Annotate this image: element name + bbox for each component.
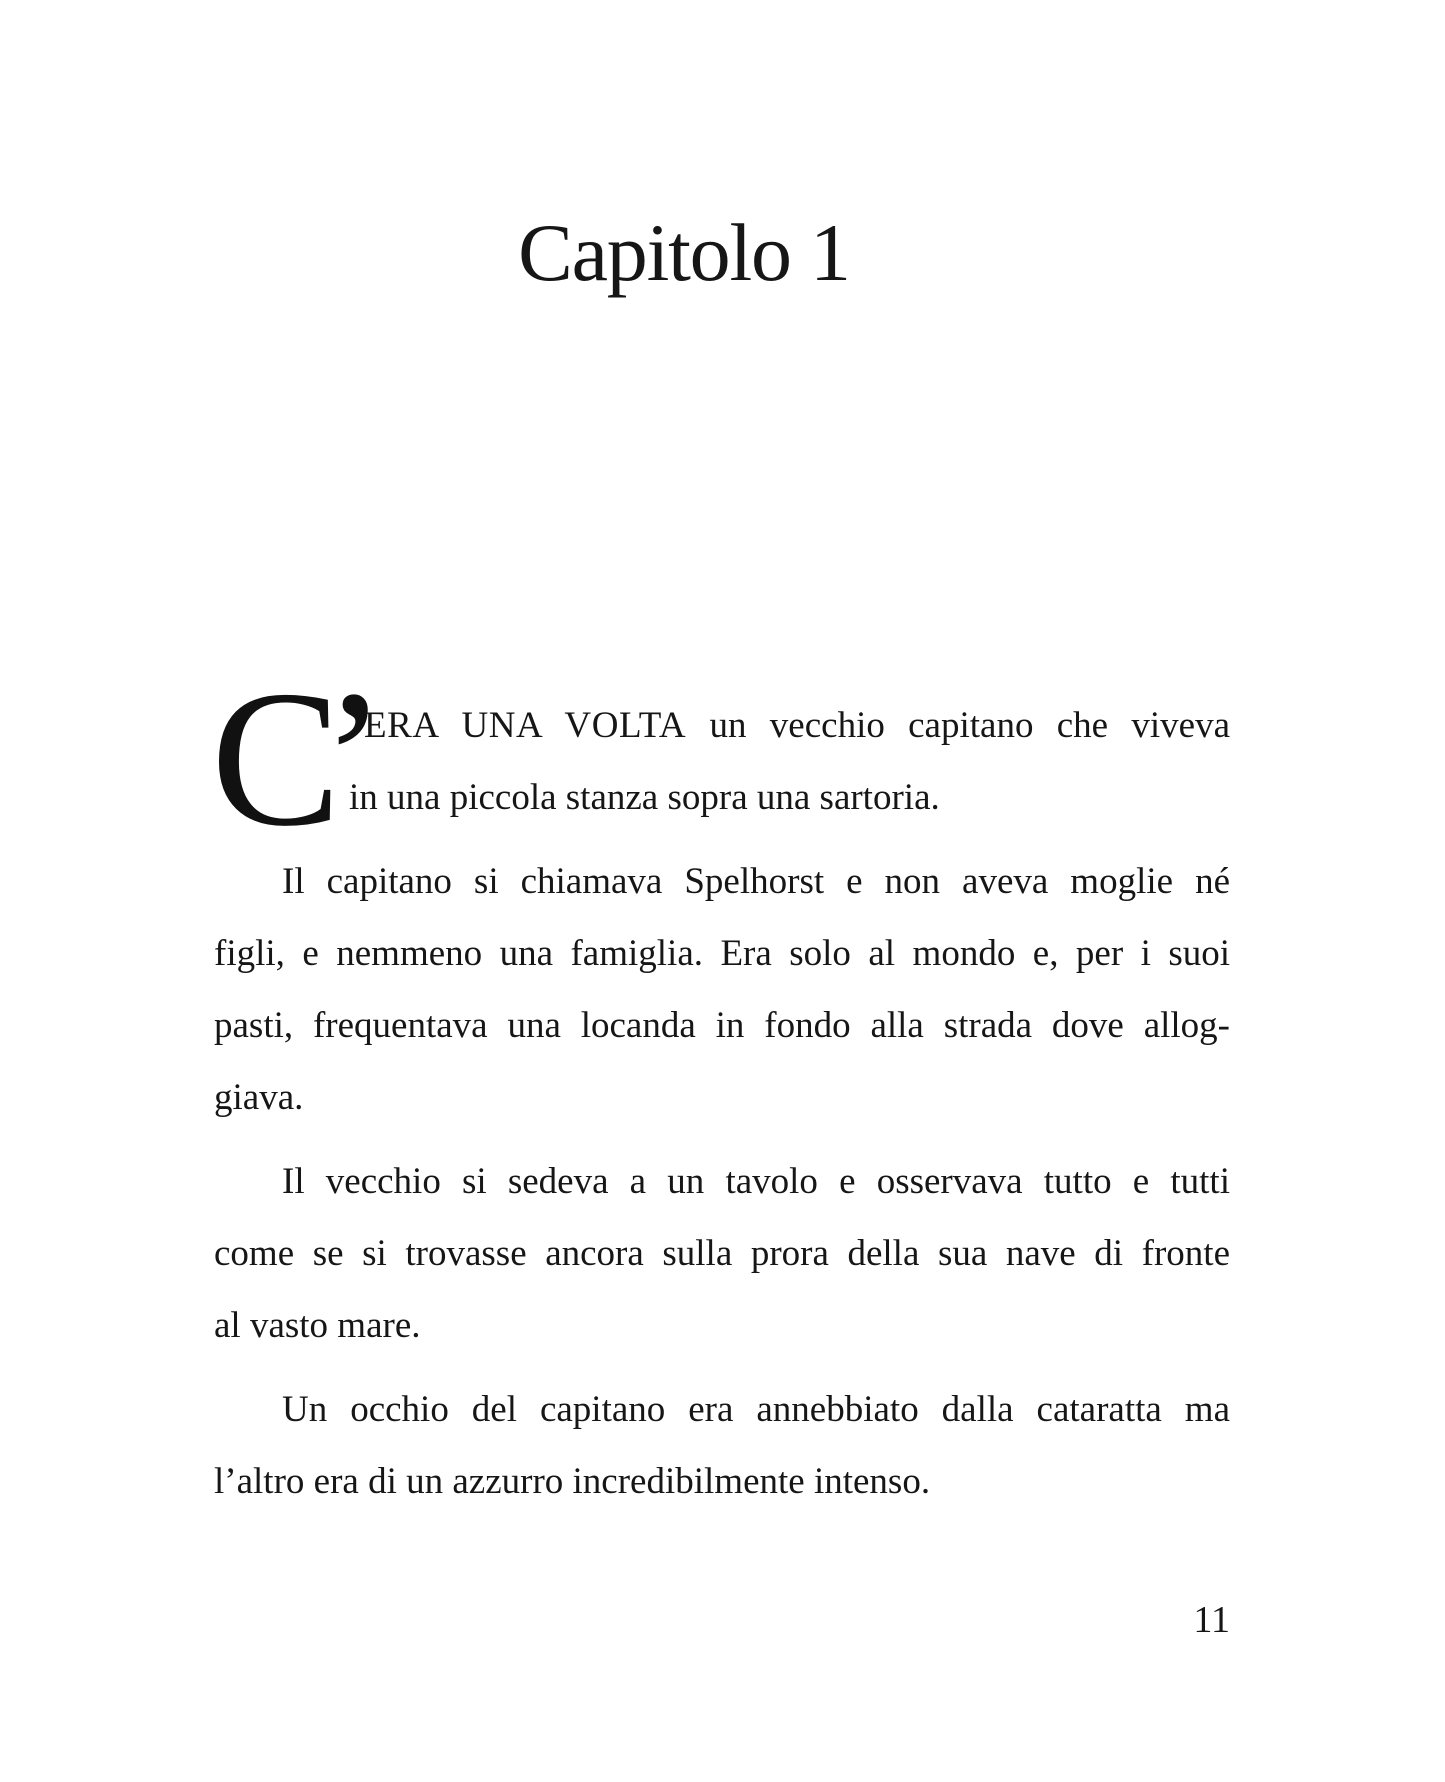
text-line: l’altro era di un azzurro incredibilmente intenso. xyxy=(214,1461,931,1502)
text-line xyxy=(214,690,1230,762)
paragraph-old-man-table xyxy=(214,1146,1230,1362)
body-text xyxy=(214,690,1230,1518)
text-line: in una piccola stanza sopra una sartoria. xyxy=(349,777,940,818)
text-line: pasti, frequentava una locanda in fondo alla strada dove allog- xyxy=(214,1005,1230,1046)
chapter-title: Capitolo 1 xyxy=(518,207,850,298)
text-line: Il vecchio si sedeva a un tavolo e osservava tutto e tutti xyxy=(282,1161,1230,1202)
text-line-rest: un vecchio capitano che viveva xyxy=(709,705,1231,746)
paragraph-captain-eye xyxy=(214,1374,1230,1518)
text-line: come se si trovasse ancora sulla prora della sua nave di fronte xyxy=(214,1233,1230,1274)
page-number: 11 xyxy=(1193,1599,1230,1641)
text-line: al vasto mare. xyxy=(214,1305,421,1346)
text-line: Il capitano si chiamava Spelhorst e non aveva moglie né xyxy=(282,861,1230,902)
text-line: giava. xyxy=(214,1077,304,1118)
paragraph-captain-name xyxy=(214,846,1230,1134)
drop-cap-letter: C’ xyxy=(211,651,367,867)
paragraph-opening xyxy=(214,690,1230,834)
text-line: figli, e nemmeno una famiglia. Era solo al mondo e, per i suoi xyxy=(214,933,1230,974)
text-line: Un occhio del capitano era annebbiato dalla cataratta ma xyxy=(282,1389,1230,1430)
lead-in-small-caps: ERA UNA VOLTA xyxy=(364,705,687,746)
